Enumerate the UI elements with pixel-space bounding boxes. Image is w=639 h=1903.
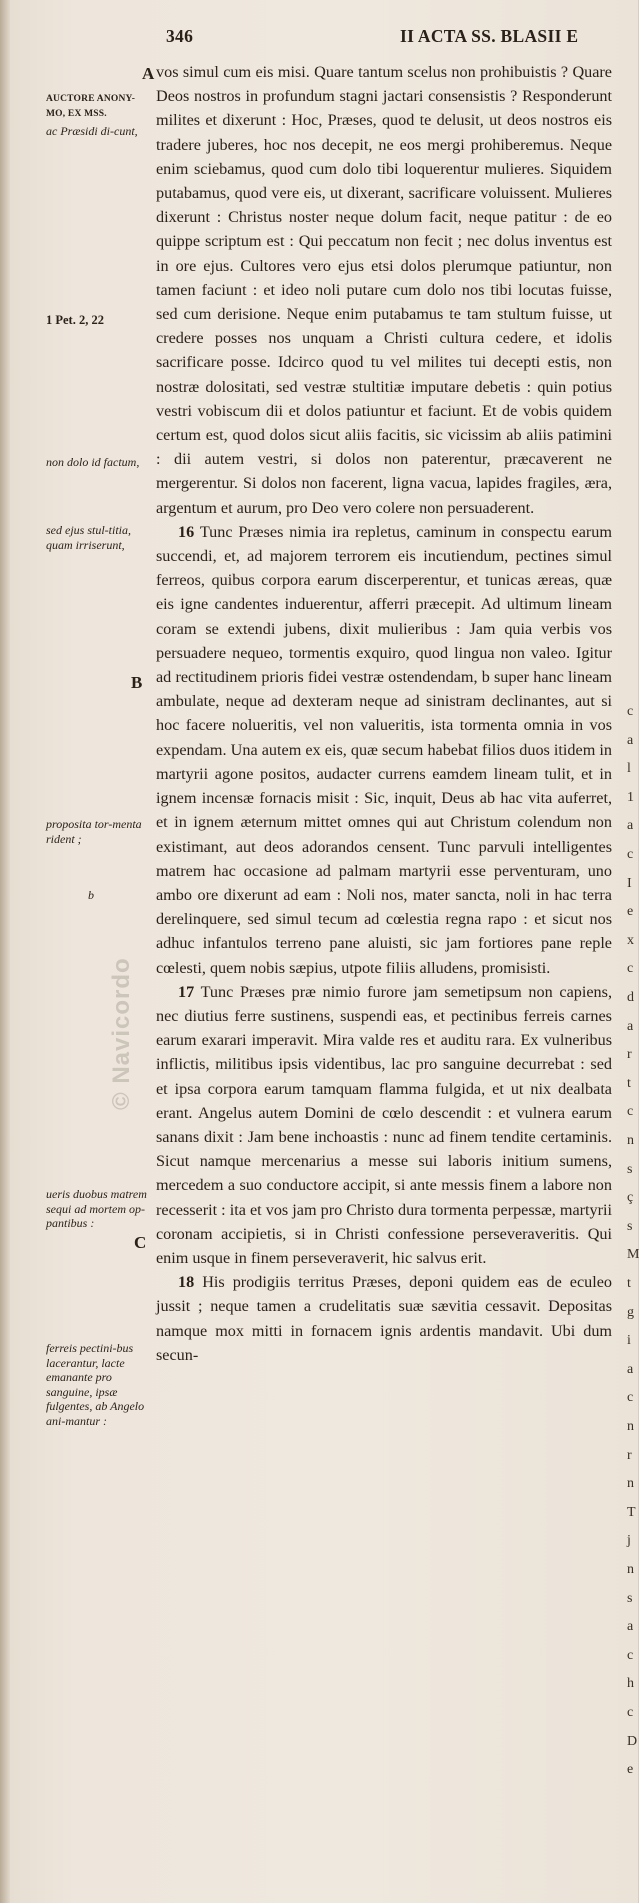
facing-page-letter: c — [627, 1705, 634, 1720]
facing-page-letter: ç — [627, 1190, 634, 1206]
margin-note-footnote-marker: b — [88, 888, 94, 902]
facing-page-letter: h — [627, 1676, 634, 1692]
running-title: II ACTA SS. BLASII E — [400, 26, 579, 46]
main-text — [156, 60, 612, 1367]
facing-page-letter: n — [627, 1476, 634, 1492]
paragraph-number: 17 — [178, 982, 195, 1001]
facing-page-letter: t — [627, 1276, 631, 1291]
paragraph — [156, 520, 612, 980]
margin-letter-a: A — [142, 64, 155, 83]
facing-page-letter: n — [627, 1562, 634, 1577]
facing-page-letter: n — [627, 1133, 634, 1148]
facing-page-letter: a — [627, 732, 634, 748]
facing-page-letter: x — [627, 932, 634, 948]
facing-page-letter: c — [627, 1390, 634, 1406]
facing-page-letter: D — [627, 1733, 638, 1749]
margin-note: non dolo id factum, — [46, 455, 140, 469]
facing-page-letter: e — [627, 1762, 634, 1778]
facing-page-letter: a — [627, 1619, 634, 1635]
paragraph — [156, 1270, 612, 1367]
facing-page-letter: g — [627, 1304, 634, 1320]
facing-page-letter: j — [627, 1533, 631, 1549]
facing-page-letter: a — [627, 818, 634, 834]
margin-note: sed ejus stul-titia, quam irriserunt, — [46, 523, 131, 552]
facing-page-letter: c — [627, 1647, 634, 1663]
margin-letter-c: C — [134, 1233, 147, 1252]
paragraph-text: Tunc Præses nimia ira repletus, caminum in conspectu earum succendi, et, ad majorem terrorem eis incutiendum, pectines simul ferreos, quibus corpora earum discerperentur, et tunicas æreas, quæ eis igne candentes induerentur, afferri præcepit. Ad ultimum lineam coram se extendi jubens, dixit mulieribus : Jam quia verbis vos persuadere nequeo, tormentis exquiro, quod lingua non valeo. Igitur ad rectitudinem prioris fidei vestræ ostendendam, b super hanc lineam ambulate, neque ad dexteram neque ad sinistram declinantes, aut si hoc facere nolueritis, vel non valueritis, ista tormenta omnia in vos expendam. Una autem ex eis, quæ secum habebat filios duos itidem in martyrii agone positos, audacter currens eamdem lineam tulit, et in ignem incensæ fornacis misit : Sic, inquit, Deus ab hac vita auferret, et in ignem æternum mittet omnes qui aut Christum colendum non existimant, aut deos adorandos censent. Tunc parvuli intelligentes matrem hac occasione ad palmam martyrii esse perventuram, uno ambo ore dixerunt ad eam : Noli nos, mater sancta, noli in hac terra derelinquere, sed simul tecum ad cœlestia regna rapo : et sicut nos adhuc infantulos terreno pane aluisti, sic jam fortiores pane reple cœlesti, quem nobis sæpius, utpote filiis alludens, promisisti. — [156, 522, 612, 977]
margin-note-author: AUCTORE ANONY-MO, EX MSS. — [46, 94, 136, 119]
facing-page-letter: I — [627, 875, 632, 891]
margin-note: ueris duobus matrem sequi ad mortem op-pantibus : — [46, 1187, 147, 1230]
paragraph-text: His prodigiis territus Præses, deponi quidem eas de eculeo jussit ; neque tamen a crudelitatis suæ sævitia cessavit. Depositas namque mox mitti in fornacem ignis ardentis mandavit. Ubi dum secun- — [156, 1273, 613, 1364]
paragraph-number: 16 — [178, 522, 195, 541]
paragraph-number: 18 — [178, 1273, 195, 1292]
facing-page-letter: s — [627, 1161, 633, 1177]
margin-note: ferreis pectini-bus lacerantur, lacte emanante pro sanguine, ipsæ fulgentes, ab Angelo ani-mantur : — [46, 1341, 145, 1428]
paragraph — [156, 980, 612, 1270]
margin-note: ac Præsidi di-cunt, — [46, 124, 138, 138]
facing-page-letter: i — [627, 1333, 631, 1349]
facing-page-letter: M — [627, 1247, 639, 1263]
facing-page-letter: 1 — [627, 789, 634, 805]
facing-page-letter: d — [627, 990, 634, 1005]
watermark: © Navicordo — [108, 957, 135, 1110]
facing-page-edge — [626, 0, 638, 1903]
paragraph-text: Tunc Præses præ nimio furore jam semetipsum non capiens, nec diutius ferre sustinens, suspendi eas, et pectinibus ferreis carnes earum exarari imperavit. Mira valde res et auditu rara. Ex vulneribus inflictis, militibus ipsis videntibus, lac pro sanguine decurrebat : sed et ipsa corpora earum tamquam flamma fulgida, et ut nix dealbata erant. Angelus autem Domini de cœlo descendit : et vulnera earum sanans dixit : Jam bene inchoastis : nunc ad finem tendite certaminis. Sicut namque mercenarius a messe sui laboris initium sumens, mercedem a suo conductore accipit, si ante messis finem a labore non recesserit : ita et vos jam pro Christo dura tormenta perpessæ, martyrii coronam accipietis, si in Christi confessione perseveraveritis. Qui enim usque in finem perseveraverit, hic salvus erit. — [156, 982, 612, 1267]
facing-page-letter: c — [627, 1104, 634, 1120]
facing-page-letter: e — [627, 904, 634, 920]
margin-note: proposita tor-menta rident ; — [46, 817, 142, 846]
facing-page-letter: a — [627, 1361, 634, 1377]
facing-page-letter: r — [627, 1047, 632, 1063]
paragraph: vos simul cum eis misi. Quare tantum scelus non prohibuistis ? Quare Deos nostros in profundum stagni jactari consensistis ? Responderunt milites et dixerunt : Hoc, Præses, quod te delusit, ut deos nostros eis tradere juberes, hoc nos decepit, ne eos mergi prohiberemus. Neque enim sciebamus, quod cum dolo tibi loquerentur mulieres. Siquidem putabamus, quod vere eis, ut dixerant, sacrificare voluissent. Mulieres dixerunt : Christus noster neque dolum facit, neque patitur : de eo quippe scriptum est : Qui peccatum non fecit ; nec dolus inventus est in ore ejus. Cultores vero ejus etsi dolos plerumque patiuntur, non tamen faciunt : et ideo noli putare cum dolo nos tibi locutas fuisse, sed cum derisione. Neque enim putabamus te tam stultum fuisse, ut credere posses nos unquam a Christi cultura cedere, et idolis sacrificare posse. Idcirco quod tu vel milites tui decepti estis, non nostræ dolositati, sed vestræ stultitiæ imputare debetis : quin potius vestri vobiscum dii et dolos patiuntur et faciunt. Et de vobis quidem certum est, quod dolos sicut aliis facitis, sic vicissim ab aliis patimini : dii autem vestri, si dolos non paterentur, præcaverent ne mergerentur. Si dolos non facerent, ligna vacua, lapides fragiles, æra, argentum et aurum, pro Deo vero colere non persuaderent. — [156, 63, 612, 517]
facing-page-letter: l — [627, 761, 631, 777]
facing-page-letter: n — [627, 1419, 634, 1434]
facing-page-letter: c — [627, 704, 634, 719]
facing-page-letter: s — [627, 1590, 633, 1606]
page-header — [166, 26, 638, 52]
facing-page-letter: r — [627, 1447, 632, 1463]
margin-letter-b: B — [131, 673, 143, 692]
facing-page-letter: t — [627, 1075, 631, 1091]
facing-page-letter: a — [627, 1018, 634, 1034]
facing-page-letter: c — [627, 961, 634, 977]
facing-page-letter: c — [627, 847, 634, 862]
page-number: 346 — [166, 26, 194, 46]
page-binding-edge — [0, 0, 10, 1903]
facing-page-letter: T — [627, 1504, 636, 1520]
margin-note-reference: 1 Pet. 2, 22 — [46, 313, 104, 327]
facing-page-letter: s — [627, 1218, 633, 1234]
